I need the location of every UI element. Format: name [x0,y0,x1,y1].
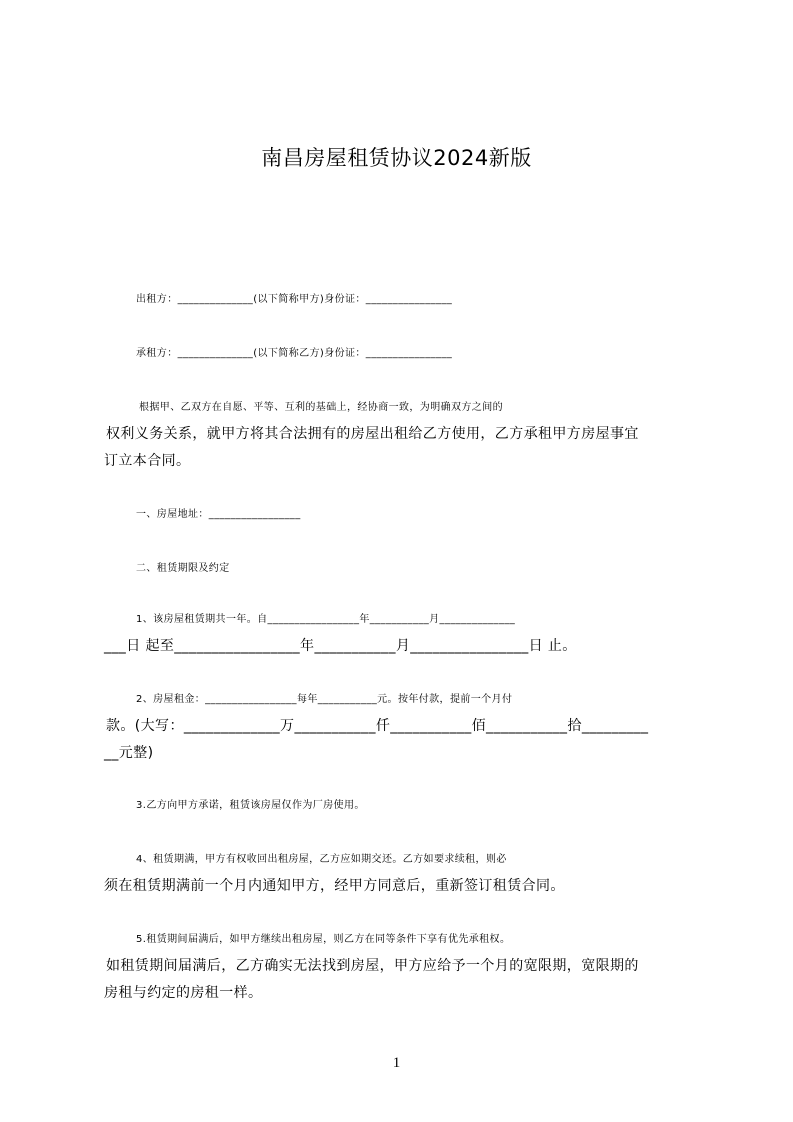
clause-1-line-2: ___日 起至_________________年___________月________________日 止。 [104,638,577,654]
clause-5-line-1: 5.租赁期间届满后，如甲方继续出租房屋，则乙方在同等条件下享有优先承租权。 [136,934,511,945]
preamble-line-3: 订立本合同。 [104,453,191,469]
clause-4-line-1: 4、租赁期满，甲方有权收回出租房屋，乙方应如期交还。乙方如要求续租，则必 [136,854,507,865]
preamble-line-2: 权利义务关系，就甲方将其合法拥有的房屋出租给乙方使用，乙方承租甲方房屋事宜 [106,426,639,442]
page-title: 南昌房屋租赁协议2024新版 [261,146,532,170]
clause-4-line-2: 须在租赁期满前一个月内通知甲方，经甲方同意后，重新签订租赁合同。 [104,878,565,894]
page-number: 1 [392,1055,401,1071]
clause-2-line-2: 款。(大写：_____________万___________仟___________佰___________拾_________ [106,718,649,734]
lessor-line: 出租方：______________(以下简称甲方)身份证：________________ [136,294,453,305]
clause-3-line-1: 3.乙方向甲方承诺，租赁该房屋仅作为厂房使用。 [136,800,365,811]
clause-1-line-1: 1、该房屋租赁期共一年。自_________________年___________月______________ [136,614,516,625]
clause-2-line-3: __元整) [104,745,154,761]
preamble-line-1: 根据甲、乙双方在自愿、平等、互利的基础上，经协商一致，为明确双方之间的 [139,402,503,413]
section-house-address: 一、房屋地址：_________________ [136,509,301,520]
section-lease-term: 二、租赁期限及约定 [136,563,230,574]
clause-2-line-1: 2、房屋租金：_________________每年___________元。按年付款，提前一个月付 [136,694,513,705]
clause-5-line-2: 如租赁期间届满后，乙方确实无法找到房屋，甲方应给予一个月的宽限期，宽限期的 [106,958,639,974]
lessee-line: 承租方：______________(以下简称乙方)身份证：________________ [136,348,453,359]
clause-5-line-3: 房租与约定的房租一样。 [104,985,263,1001]
